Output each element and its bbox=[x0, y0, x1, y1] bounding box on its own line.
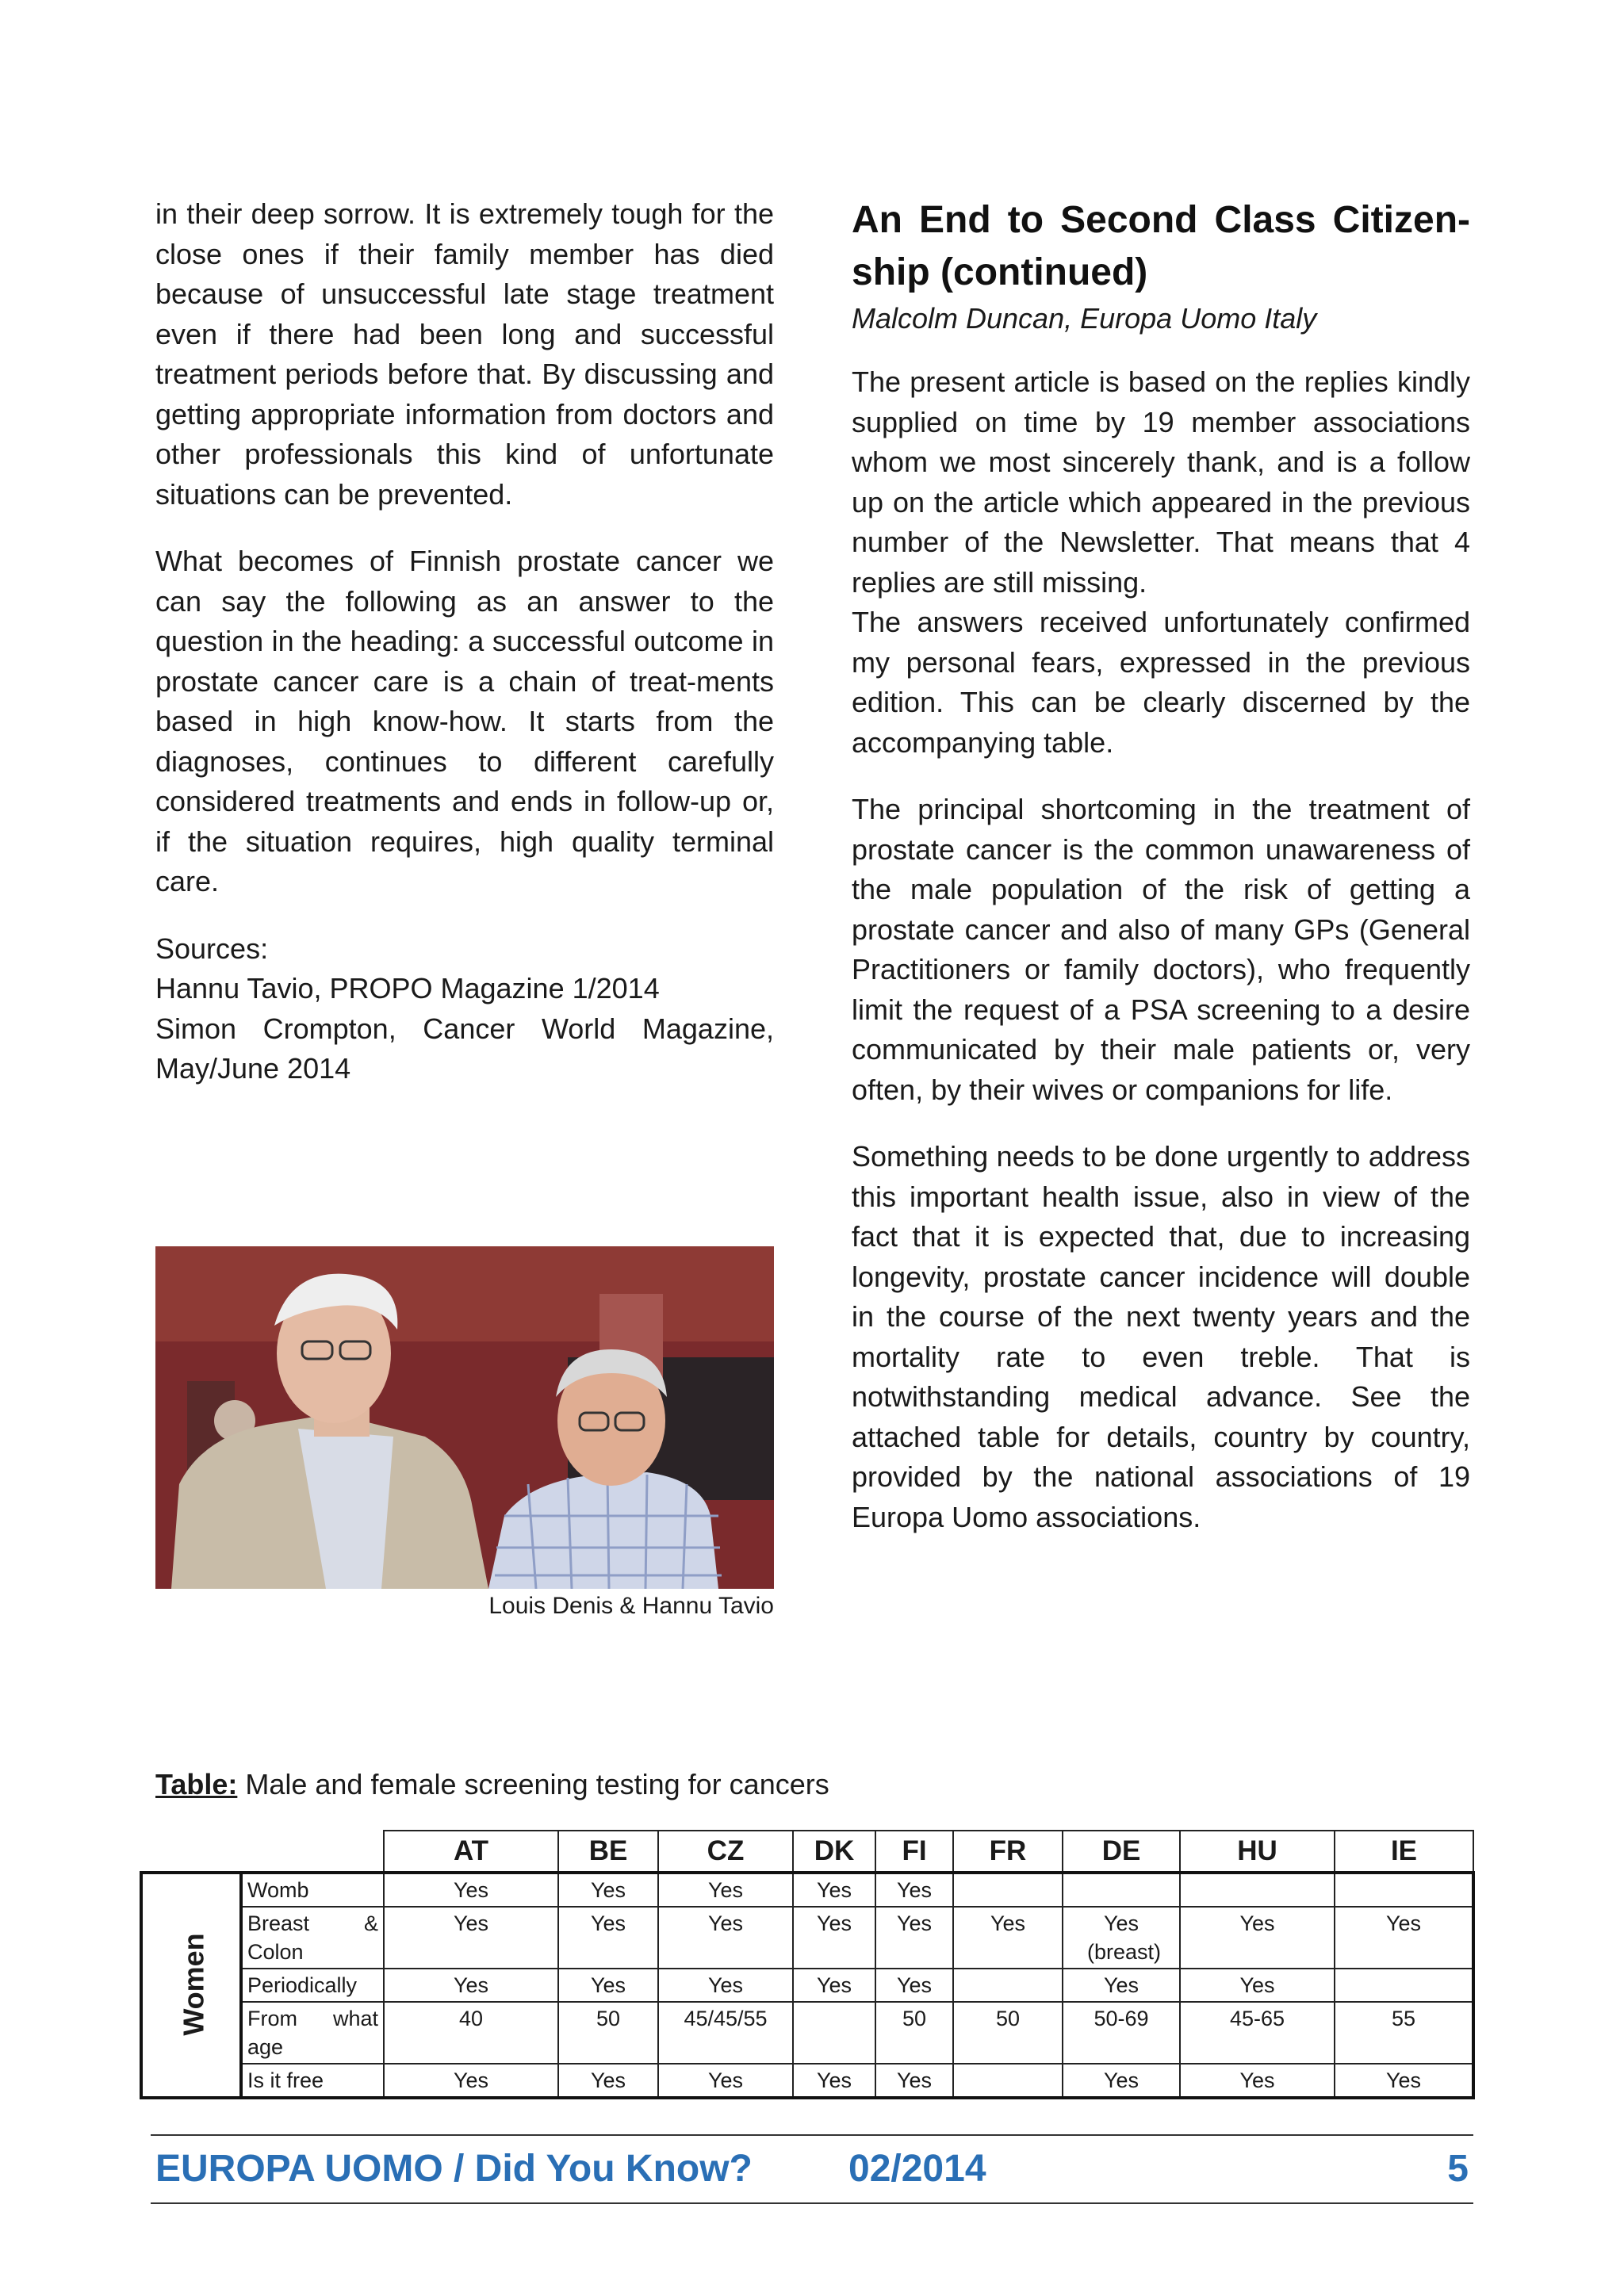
left-paragraph-1: in their deep sorrow. It is extremely tough for the close ones if their family member has died because of unsuccessful late stage treatment even if there had been long and successful treatment periods before that. By discussing and getting appropriate information from doctors and other professionals this kind of unfortunate situations can be prevented. bbox=[155, 197, 774, 511]
table-cell: Yes bbox=[793, 1969, 875, 2002]
left-column bbox=[155, 194, 774, 1089]
table-cell: Yes bbox=[658, 1969, 793, 2002]
country-header: FI bbox=[875, 1831, 953, 1873]
footer-issue: 02/2014 bbox=[848, 2148, 986, 2190]
table-cell: Yes bbox=[875, 1969, 953, 2002]
table-row bbox=[141, 1969, 1473, 2002]
table-cell: 45/45/55 bbox=[658, 2002, 793, 2064]
country-header: DK bbox=[793, 1831, 875, 1873]
table-cell: Yes (breast) bbox=[1063, 1907, 1180, 1969]
country-header: HU bbox=[1180, 1831, 1335, 1873]
table-cell: Yes bbox=[953, 1907, 1063, 1969]
table-row bbox=[141, 2002, 1473, 2064]
table-cell: Yes bbox=[384, 1873, 558, 1907]
country-header: DE bbox=[1063, 1831, 1180, 1873]
table-cell bbox=[793, 2002, 875, 2064]
table-cell: Yes bbox=[793, 1907, 875, 1969]
table-caption-label: Table: bbox=[155, 1768, 238, 1800]
table-cell: 45-65 bbox=[1180, 2002, 1335, 2064]
header-blank bbox=[241, 1831, 384, 1873]
source-2-date: May/June 2014 bbox=[155, 1052, 351, 1085]
country-header: FR bbox=[953, 1831, 1063, 1873]
table-cell: 50-69 bbox=[1063, 2002, 1180, 2064]
table-cell: Yes bbox=[1180, 2064, 1335, 2098]
table-row bbox=[141, 1873, 1473, 1907]
table-cell: 40 bbox=[384, 2002, 558, 2064]
table-cell bbox=[953, 1969, 1063, 2002]
source-2: Simon Crompton, Cancer World Magazine, bbox=[155, 1012, 774, 1045]
article-paragraph-4: Something needs to be done urgently to address this important health issue, also in view of the fact that it is expected that, due to increasing longevity, prostate cancer incidence will double in the course of the next twenty years and the mortality rate to even treble. That is notwithstanding medical advance. See the attached table for details, country by country, provided by the national associations of 19 Europa Uomo associations. bbox=[852, 1140, 1470, 1533]
country-header: AT bbox=[384, 1831, 558, 1873]
article-paragraph-2: The answers received unfortunately confirmed my personal fears, expressed in the previous edition. This can be clearly discerned by the accompanying table. bbox=[852, 606, 1470, 759]
article-paragraph-1: The present article is based on the replies kindly supplied on time by 19 member associations whom we most sincerely thank, and is a follow up on the article which appeared in the previous number of the Newsletter. That means that 4 replies are still missing. bbox=[852, 365, 1470, 599]
table-row bbox=[141, 2064, 1473, 2098]
table-cell: 50 bbox=[875, 2002, 953, 2064]
table-cell: Yes bbox=[658, 1873, 793, 1907]
table-cell: Yes bbox=[384, 1907, 558, 1969]
table-cell: Yes bbox=[558, 2064, 658, 2098]
table-header-row bbox=[141, 1831, 1473, 1873]
screening-table bbox=[140, 1830, 1472, 2099]
article-byline: Malcolm Duncan, Europa Uomo Italy bbox=[852, 302, 1317, 335]
table-cell bbox=[953, 1873, 1063, 1907]
table-cell: Yes bbox=[558, 1873, 658, 1907]
country-header: CZ bbox=[658, 1831, 793, 1873]
photo-caption: Louis Denis & Hannu Tavio bbox=[488, 1593, 774, 1619]
table-cell: Yes bbox=[1335, 2064, 1473, 2098]
table-cell: Yes bbox=[793, 2064, 875, 2098]
table-cell: Yes bbox=[875, 2064, 953, 2098]
page-number: 5 bbox=[1447, 2148, 1469, 2190]
article-paragraph-3: The principal shortcoming in the treatment of prostate cancer is the common unawareness of the male population of the risk of getting a prostate cancer and also of many GPs (General Practitioners or family doctors), who frequently limit the request of a PSA screening to a desire communicated by their male patients or, very often, by their wives or companions for life. bbox=[852, 793, 1470, 1106]
women-group-label: Women bbox=[141, 1873, 241, 2098]
table-caption bbox=[155, 1765, 829, 1804]
table-cell: Yes bbox=[1180, 1969, 1335, 2002]
table-cell: Yes bbox=[1063, 1969, 1180, 2002]
sources-label: Sources: bbox=[155, 932, 269, 965]
table-cell: Yes bbox=[1335, 1907, 1473, 1969]
source-1: Hannu Tavio, PROPO Magazine 1/2014 bbox=[155, 972, 660, 1004]
row-label: Womb bbox=[241, 1873, 384, 1907]
table-cell bbox=[1335, 1969, 1473, 2002]
table-cell: Yes bbox=[1180, 1907, 1335, 1969]
row-label: Is it free bbox=[241, 2064, 384, 2098]
row-label: Periodically bbox=[241, 1969, 384, 2002]
table-cell: Yes bbox=[658, 2064, 793, 2098]
table-cell: 50 bbox=[953, 2002, 1063, 2064]
table-cell: Yes bbox=[793, 1873, 875, 1907]
photo-louis-denis-hannu-tavio bbox=[155, 1246, 774, 1589]
table-cell: 50 bbox=[558, 2002, 658, 2064]
table-cell: Yes bbox=[658, 1907, 793, 1969]
table-cell bbox=[1180, 1873, 1335, 1907]
table-cell: Yes bbox=[384, 2064, 558, 2098]
table-cell: Yes bbox=[558, 1969, 658, 2002]
table-cell: Yes bbox=[875, 1873, 953, 1907]
article-title: An End to Second Class Citizen-ship (continued) bbox=[852, 199, 1470, 293]
footer-title: EUROPA UOMO / Did You Know? bbox=[155, 2148, 753, 2190]
row-label: Breast & Colon bbox=[241, 1907, 384, 1969]
row-label: From what age bbox=[241, 2002, 384, 2064]
table-cell: 55 bbox=[1335, 2002, 1473, 2064]
country-header: BE bbox=[558, 1831, 658, 1873]
table-cell bbox=[1335, 1873, 1473, 1907]
table-cell: Yes bbox=[875, 1907, 953, 1969]
table-cell bbox=[1063, 1873, 1180, 1907]
country-header: IE bbox=[1335, 1831, 1473, 1873]
sources-block bbox=[155, 929, 774, 1089]
table-row bbox=[141, 1907, 1473, 1969]
table-cell: Yes bbox=[384, 1969, 558, 2002]
table-cell bbox=[953, 2064, 1063, 2098]
table-caption-text: Male and female screening testing for cancers bbox=[237, 1768, 829, 1800]
header-spacer bbox=[141, 1831, 241, 1873]
table-cell: Yes bbox=[1063, 2064, 1180, 2098]
right-column bbox=[852, 194, 1470, 1564]
left-paragraph-2: What becomes of Finnish prostate cancer we can say the following as an answer to the question in the heading: a successful outcome in prostate cancer care is a chain of treat-ments based in high know-how. It starts from the diagnoses, continues to different carefully considered treatments and ends in follow-up or, if the situation requires, high quality terminal care. bbox=[155, 545, 774, 897]
page-footer bbox=[151, 2134, 1473, 2204]
table-cell: Yes bbox=[558, 1907, 658, 1969]
